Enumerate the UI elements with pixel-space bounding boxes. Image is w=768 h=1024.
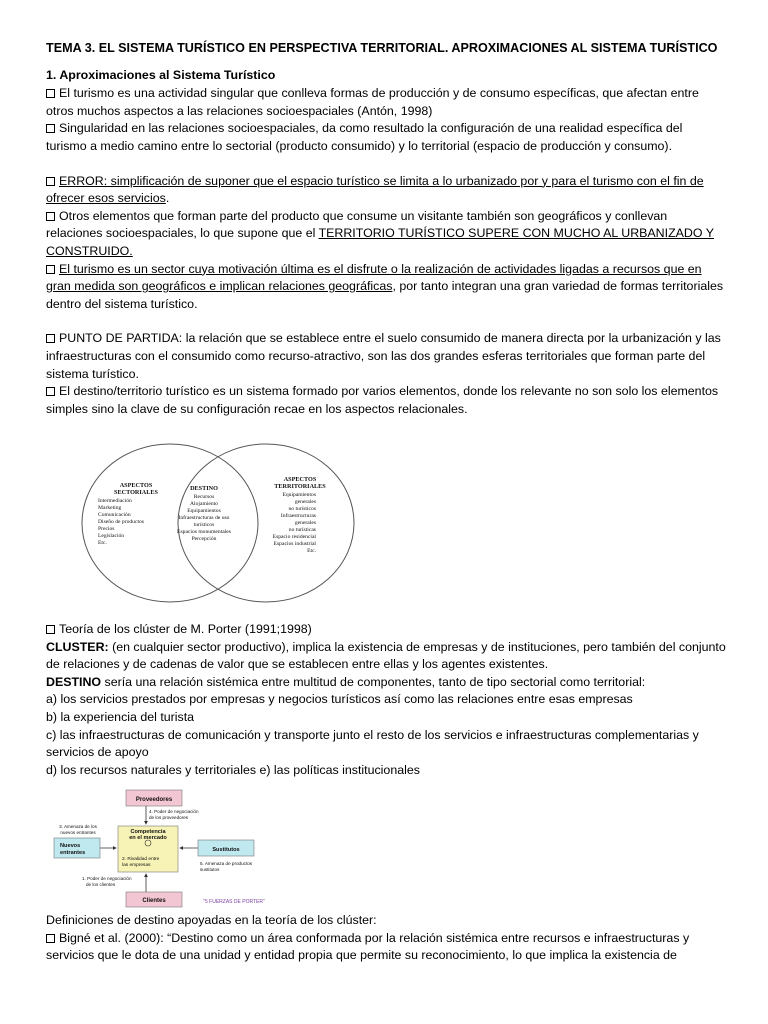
checkbox-bullet-icon bbox=[46, 89, 55, 98]
emphasis-text: TERRITORIO TURÍSTICO SUPERE CON MUCHO AL URBANIZADO Y CONSTRUIDO. bbox=[46, 226, 714, 258]
paragraph: CLUSTER: (en cualquier sector productivo), implica la existencia de empresas y de instituciones, pero también del conjunto de relaciones y de cadenas de valor que se establecen entre ellas y los agentes existentes. bbox=[46, 639, 726, 672]
label: 2. Rivalidad entre bbox=[122, 857, 160, 862]
venn-item: Etc. bbox=[307, 548, 316, 554]
sustitutos-label: Sustitutos bbox=[212, 847, 240, 853]
checkbox-bullet-icon bbox=[46, 265, 55, 274]
document-page bbox=[46, 40, 726, 418]
venn-item: Equipamientos bbox=[282, 492, 316, 498]
label: de los clientes bbox=[86, 882, 116, 887]
checkbox-bullet-icon bbox=[46, 625, 55, 634]
porter-caption: "5 FUERZAS DE PORTER" bbox=[203, 899, 265, 905]
venn-left-title: SECTORIALES bbox=[114, 489, 158, 496]
venn-item: Infraestructuras bbox=[280, 513, 316, 519]
venn-item: turísticos bbox=[193, 522, 215, 528]
cluster-section bbox=[46, 621, 726, 779]
paragraph: DESTINO sería una relación sistémica entre multitud de componentes, tanto de tipo sectorial como territorial: bbox=[46, 674, 646, 689]
paragraph: El turismo es un sector cuya motivación última es el disfrute o la realización de actividades ligadas a recursos que en gran medida son geográficos e implican relaciones geográficas, por tanto integran una gran variedad de formas territoriales dentro del sistema turístico. bbox=[46, 261, 724, 311]
venn-item: Precios bbox=[98, 526, 115, 532]
label: nuevos entrantes bbox=[60, 830, 96, 835]
venn-item: Marketing bbox=[98, 505, 122, 511]
venn-item: Legislación bbox=[98, 533, 125, 539]
paragraph: Teoría de los clúster de M. Porter (1991;1998) bbox=[46, 621, 726, 639]
checkbox-bullet-icon bbox=[46, 177, 55, 186]
label: 4. Poder de negociación bbox=[149, 809, 199, 814]
list-item: d) los recursos naturales y territoriales e) las políticas institucionales bbox=[46, 762, 420, 777]
paragraph: Otros elementos que forman parte del producto que consume un visitante también son geográficos y conllevan relaciones socioespaciales, lo que supone que el TERRITORIO TURÍSTICO SUPERE CON MUCHO AL URBANIZADO Y CONSTRUIDO. bbox=[46, 208, 714, 258]
paragraph: Singularidad en las relaciones socioespaciales, da como resultado la configuración de una realidad específica del turismo a medio camino entre lo sectorial (producto consumido) y lo territorial (espacio de producción y consumo). bbox=[46, 121, 683, 153]
venn-item: Recursos bbox=[193, 494, 215, 500]
venn-item: generales bbox=[294, 520, 316, 526]
venn-item: Espacios monumentales bbox=[177, 529, 231, 535]
competencia-label: Competencia bbox=[130, 829, 166, 835]
definitions-section bbox=[46, 912, 726, 965]
label: 5. Amenaza de productos bbox=[200, 861, 253, 866]
venn-item: Percepción bbox=[191, 536, 217, 542]
venn-item: Espacios industrial bbox=[273, 541, 316, 547]
venn-item: no turísticas bbox=[288, 527, 316, 533]
label: sustitutos bbox=[200, 867, 220, 872]
label: 1. Poder de negociación bbox=[82, 876, 132, 881]
emphasis-text: El turismo es un sector cuya motivación última es el disfrute o la realización de actividades ligadas a recursos que en gran medida son geográficos e implican relaciones geográficas bbox=[46, 261, 702, 294]
venn-item: Equipamientos bbox=[187, 508, 221, 514]
list-item: b) la experiencia del turista bbox=[46, 709, 195, 724]
paragraph: El turismo es una actividad singular que conlleva formas de producción y de consumo específicas, que afectan entre otros muchos aspectos a las relaciones socioespaciales (Antón, 1998) bbox=[46, 86, 699, 118]
porter-five-forces-diagram bbox=[50, 788, 290, 908]
clientes-label: Clientes bbox=[142, 898, 166, 904]
checkbox-bullet-icon bbox=[46, 212, 55, 221]
checkbox-bullet-icon bbox=[46, 387, 55, 396]
nuevos-label: entrantes bbox=[60, 850, 86, 856]
venn-diagram bbox=[78, 442, 358, 604]
venn-item: Intermediación bbox=[98, 498, 132, 504]
checkbox-bullet-icon bbox=[46, 334, 55, 343]
label: las empresas bbox=[122, 863, 151, 868]
proveedores-label: Proveedores bbox=[135, 797, 173, 803]
paragraph: Definiciones de destino apoyadas en la teoría de los clúster: bbox=[46, 913, 377, 927]
venn-item: Infraestructuras de uso bbox=[178, 515, 230, 521]
paragraph: ERROR: simplificación de suponer que el espacio turístico se limita a lo urbanizado por y para el turismo con el fin de ofrecer esos servicios. bbox=[46, 173, 704, 206]
label: de los proveedores bbox=[149, 815, 189, 820]
venn-right-title: TERRITORIALES bbox=[274, 483, 326, 490]
paragraph: El destino/territorio turístico es un sistema formado por varios elementos, donde los relevante no son solo los elementos simples sino la clave de su configuración recae en los aspectos relacionales. bbox=[46, 384, 719, 416]
checkbox-bullet-icon bbox=[46, 934, 55, 943]
venn-item: Espacio residencial bbox=[272, 534, 316, 540]
paragraph: Bigné et al. (2000): “Destino como un área conformada por la relación sistémica entre recursos e infraestructuras y servicios que le dota de una unidad y entidad propia que permite su reconocimiento, lo que implica la existencia de bbox=[46, 930, 690, 963]
venn-item: no turísticos bbox=[288, 506, 316, 512]
venn-item: Comunicación bbox=[98, 512, 131, 518]
error-statement: ERROR: simplificación de suponer que el espacio turístico se limita a lo urbanizado por y para el turismo con el fin de ofrecer esos servicios bbox=[46, 173, 704, 206]
list-item: c) las infraestructuras de comunicación y transporte junto el resto de los servicios e infraestructuras complementarias y servicios de apoyo bbox=[46, 727, 699, 760]
section-heading: 1. Aproximaciones al Sistema Turístico bbox=[46, 67, 276, 82]
paragraph: PUNTO DE PARTIDA: la relación que se establece entre el suelo consumido de manera directa por la urbanización y las infraestructuras con el consumido como recurso-atractivo, son las dos grandes esferas territoriales que forman parte del sistema turístico. bbox=[46, 331, 721, 381]
venn-right-title: ASPECTOS bbox=[283, 476, 317, 483]
venn-item: Etc. bbox=[98, 540, 107, 546]
label: 3. Amenaza de los bbox=[59, 824, 97, 829]
checkbox-bullet-icon bbox=[46, 124, 55, 133]
venn-item: Diseño de productos bbox=[98, 519, 144, 525]
porter-svg bbox=[50, 788, 290, 908]
venn-left-title: ASPECTOS bbox=[119, 482, 153, 489]
competencia-label: en el mercado bbox=[129, 835, 167, 841]
page-title: TEMA 3. EL SISTEMA TURÍSTICO EN PERSPECTIVA TERRITORIAL. APROXIMACIONES AL SISTEMA TURÍSTICO bbox=[46, 41, 718, 55]
venn-svg bbox=[78, 442, 358, 604]
venn-item: generales bbox=[294, 499, 316, 505]
nuevos-label: Nuevos bbox=[60, 843, 81, 849]
venn-item: Alojamiento bbox=[190, 501, 218, 507]
list-item: a) los servicios prestados por empresas y negocios turísticos así como las relaciones entre esas empresas bbox=[46, 692, 633, 707]
venn-center-title: DESTINO bbox=[190, 485, 218, 492]
